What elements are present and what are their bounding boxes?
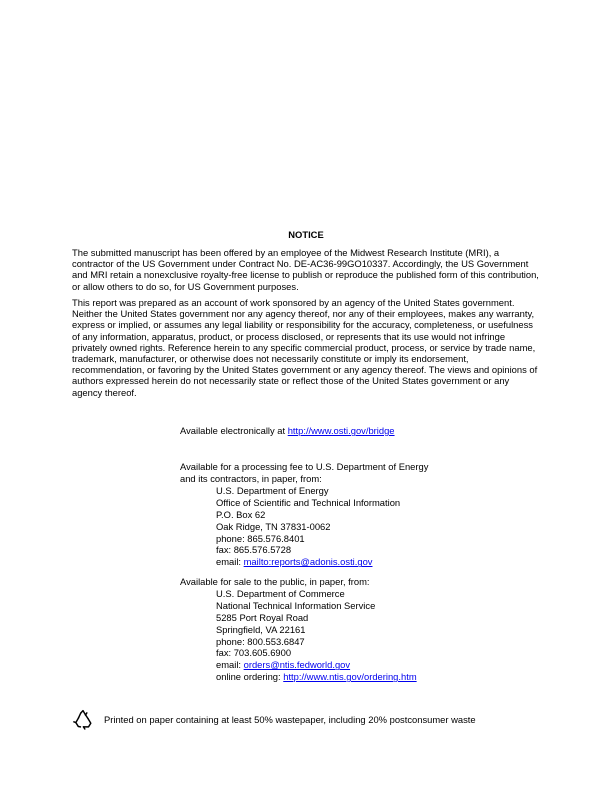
doe-city: Oak Ridge, TN 37831-0062	[216, 520, 331, 532]
ntis-ordering-link[interactable]: http://www.ntis.gov/ordering.htm	[283, 671, 417, 683]
ntis-intro: Available for sale to the public, in paper, from:	[180, 576, 370, 587]
recycled-paper-footer	[72, 709, 476, 731]
electronic-availability	[180, 425, 395, 437]
ntis-street: 5285 Port Royal Road	[216, 611, 309, 623]
doe-address	[216, 485, 400, 568]
doe-email-label: email:	[216, 556, 244, 568]
doe-intro-line-2: and its contractors, in paper, from:	[180, 472, 322, 484]
doe-fax: fax: 865.576.5728	[216, 544, 292, 556]
ntis-fax: fax: 703.605.6900	[216, 647, 292, 659]
doe-intro-line-1: Available for a processing fee to U.S. Department of Energy	[180, 461, 429, 472]
doe-po-box: P.O. Box 62	[216, 508, 266, 520]
notice-title: NOTICE	[288, 229, 324, 240]
ntis-address	[216, 588, 417, 683]
ntis-service: National Technical Information Service	[216, 599, 376, 611]
recycled-paper-text: Printed on paper containing at least 50% wastepaper, including 20% postconsumer waste	[104, 714, 476, 726]
doe-phone: phone: 865.576.8401	[216, 532, 305, 544]
ntis-email-label: email:	[216, 659, 244, 671]
doe-office: Office of Scientific and Technical Information	[216, 496, 401, 508]
license-paragraph: The submitted manuscript has been offered by an employee of the Midwest Research Institute (MRI), a contractor of the US Government under Contract No. DE-AC36-99GO10337. Accordingly, the US Government and MRI retain a nonexclusive royalty-free license to publish or reproduce the published form of this contribution, or allow others to do so, for US Government purposes.	[72, 247, 539, 292]
ntis-email-link[interactable]: orders@ntis.fedworld.gov	[243, 659, 351, 671]
disclaimer-paragraph: This report was prepared as an account of work sponsored by an agency of the United States government. Neither the United States government nor any agency thereof, nor any of their employees, makes any warranty, express or implied, or assumes any legal liability or responsibility for the accuracy, completeness, or usefulness of any information, apparatus, product, or process disclosed, or represents that its use would not infringe privately owned rights. Reference herein to any specific commercial product, process, or service by trade name, trademark, manufacturer, or otherwise does not necessarily constitute or imply its endorsement, recommendation, or favoring by the United States government or any agency thereof. The views and opinions of authors expressed herein do not necessarily state or reflect those of the United States government or any agency thereof.	[72, 297, 538, 398]
osti-bridge-link[interactable]: http://www.osti.gov/bridge	[287, 425, 395, 436]
ntis-ordering-label: online ordering:	[216, 671, 284, 683]
electronic-label: Available electronically at	[180, 425, 288, 436]
doe-availability-intro	[180, 461, 428, 485]
doe-email-link[interactable]: mailto:reports@adonis.osti.gov	[243, 556, 373, 568]
doe-name: U.S. Department of Energy	[216, 485, 329, 496]
ntis-availability-intro	[180, 576, 370, 588]
ntis-city: Springfield, VA 22161	[216, 623, 306, 635]
ntis-name: U.S. Department of Commerce	[216, 588, 345, 599]
ntis-phone: phone: 800.553.6847	[216, 635, 305, 647]
recycle-icon	[72, 709, 94, 731]
